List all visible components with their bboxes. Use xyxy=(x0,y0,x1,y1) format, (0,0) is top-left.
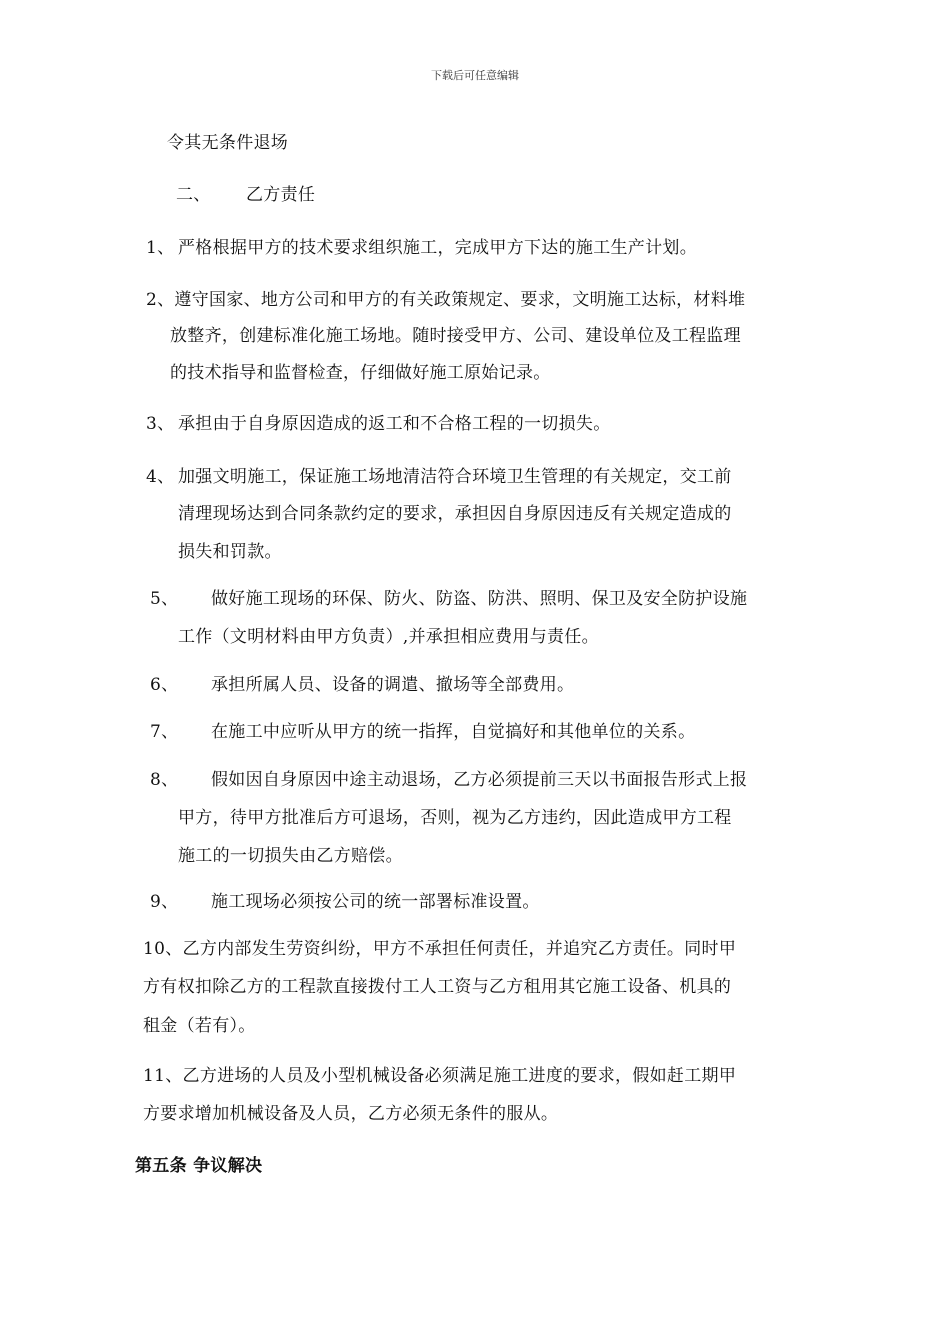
item-3-text: 承担由于自身原因造成的返工和不合格工程的一切损失。 xyxy=(178,414,611,434)
item-10-text-cont: 方有权扣除乙方的工程款直接拨付工人工资与乙方租用其它施工设备、机具的 xyxy=(143,977,732,997)
item-1-number: 1、 xyxy=(146,238,175,258)
item-2-text: 2、遵守国家、地方公司和甲方的有关政策规定、要求，文明施工达标，材料堆 xyxy=(146,290,746,310)
item-2-text-cont: 放整齐，创建标准化施工场地。随时接受甲方、公司、建设单位及工程监理 xyxy=(170,326,741,346)
page-header: 下载后可任意编辑 xyxy=(431,69,519,82)
item-8-text: 假如因自身原因中途主动退场，乙方必须提前三天以书面报告形式上报 xyxy=(211,770,748,790)
continued-line: 令其无条件退场 xyxy=(167,133,289,153)
item-6-number: 6、 xyxy=(150,675,179,695)
item-5-text-cont: 工作（文明材料由甲方负责）,并承担相应费用与责任。 xyxy=(178,627,599,647)
item-1-text: 严格根据甲方的技术要求组织施工，完成甲方下达的施工生产计划。 xyxy=(178,238,697,258)
item-8-text-cont: 甲方，待甲方批准后方可退场，否则，视为乙方违约，因此造成甲方工程 xyxy=(178,808,732,828)
item-4-number: 4、 xyxy=(146,467,175,487)
section-title: 乙方责任 xyxy=(246,185,316,205)
item-5-text: 做好施工现场的环保、防火、防盗、防洪、照明、保卫及安全防护设施 xyxy=(211,589,748,609)
item-8-number: 8、 xyxy=(150,770,179,790)
item-4-text-cont: 清理现场达到合同条款约定的要求，承担因自身原因违反有关规定造成的 xyxy=(178,504,732,524)
item-8-text-cont: 施工的一切损失由乙方赔偿。 xyxy=(178,846,403,866)
section-number: 二、 xyxy=(176,185,211,205)
item-2-text-cont: 的技术指导和监督检查，仔细做好施工原始记录。 xyxy=(170,363,551,383)
item-4-text-cont: 损失和罚款。 xyxy=(178,542,282,562)
item-9-text: 施工现场必须按公司的统一部署标准设置。 xyxy=(211,892,540,912)
article-heading: 第五条 争议解决 xyxy=(135,1156,263,1176)
item-10-text-cont: 租金（若有）。 xyxy=(143,1016,256,1036)
item-7-number: 7、 xyxy=(150,722,179,742)
item-11-text-cont: 方要求增加机械设备及人员，乙方必须无条件的服从。 xyxy=(143,1104,559,1124)
item-6-text: 承担所属人员、设备的调遣、撤场等全部费用。 xyxy=(211,675,575,695)
item-11-text: 11、乙方进场的人员及小型机械设备必须满足施工进度的要求，假如赶工期甲 xyxy=(143,1066,737,1086)
item-5-number: 5、 xyxy=(150,589,179,609)
item-10-text: 10、乙方内部发生劳资纠纷，甲方不承担任何责任，并追究乙方责任。同时甲 xyxy=(143,939,737,959)
item-3-number: 3、 xyxy=(146,414,175,434)
item-9-number: 9、 xyxy=(150,892,179,912)
item-4-text: 加强文明施工，保证施工场地清洁符合环境卫生管理的有关规定，交工前 xyxy=(178,467,732,487)
item-7-text: 在施工中应听从甲方的统一指挥，自觉搞好和其他单位的关系。 xyxy=(211,722,696,742)
